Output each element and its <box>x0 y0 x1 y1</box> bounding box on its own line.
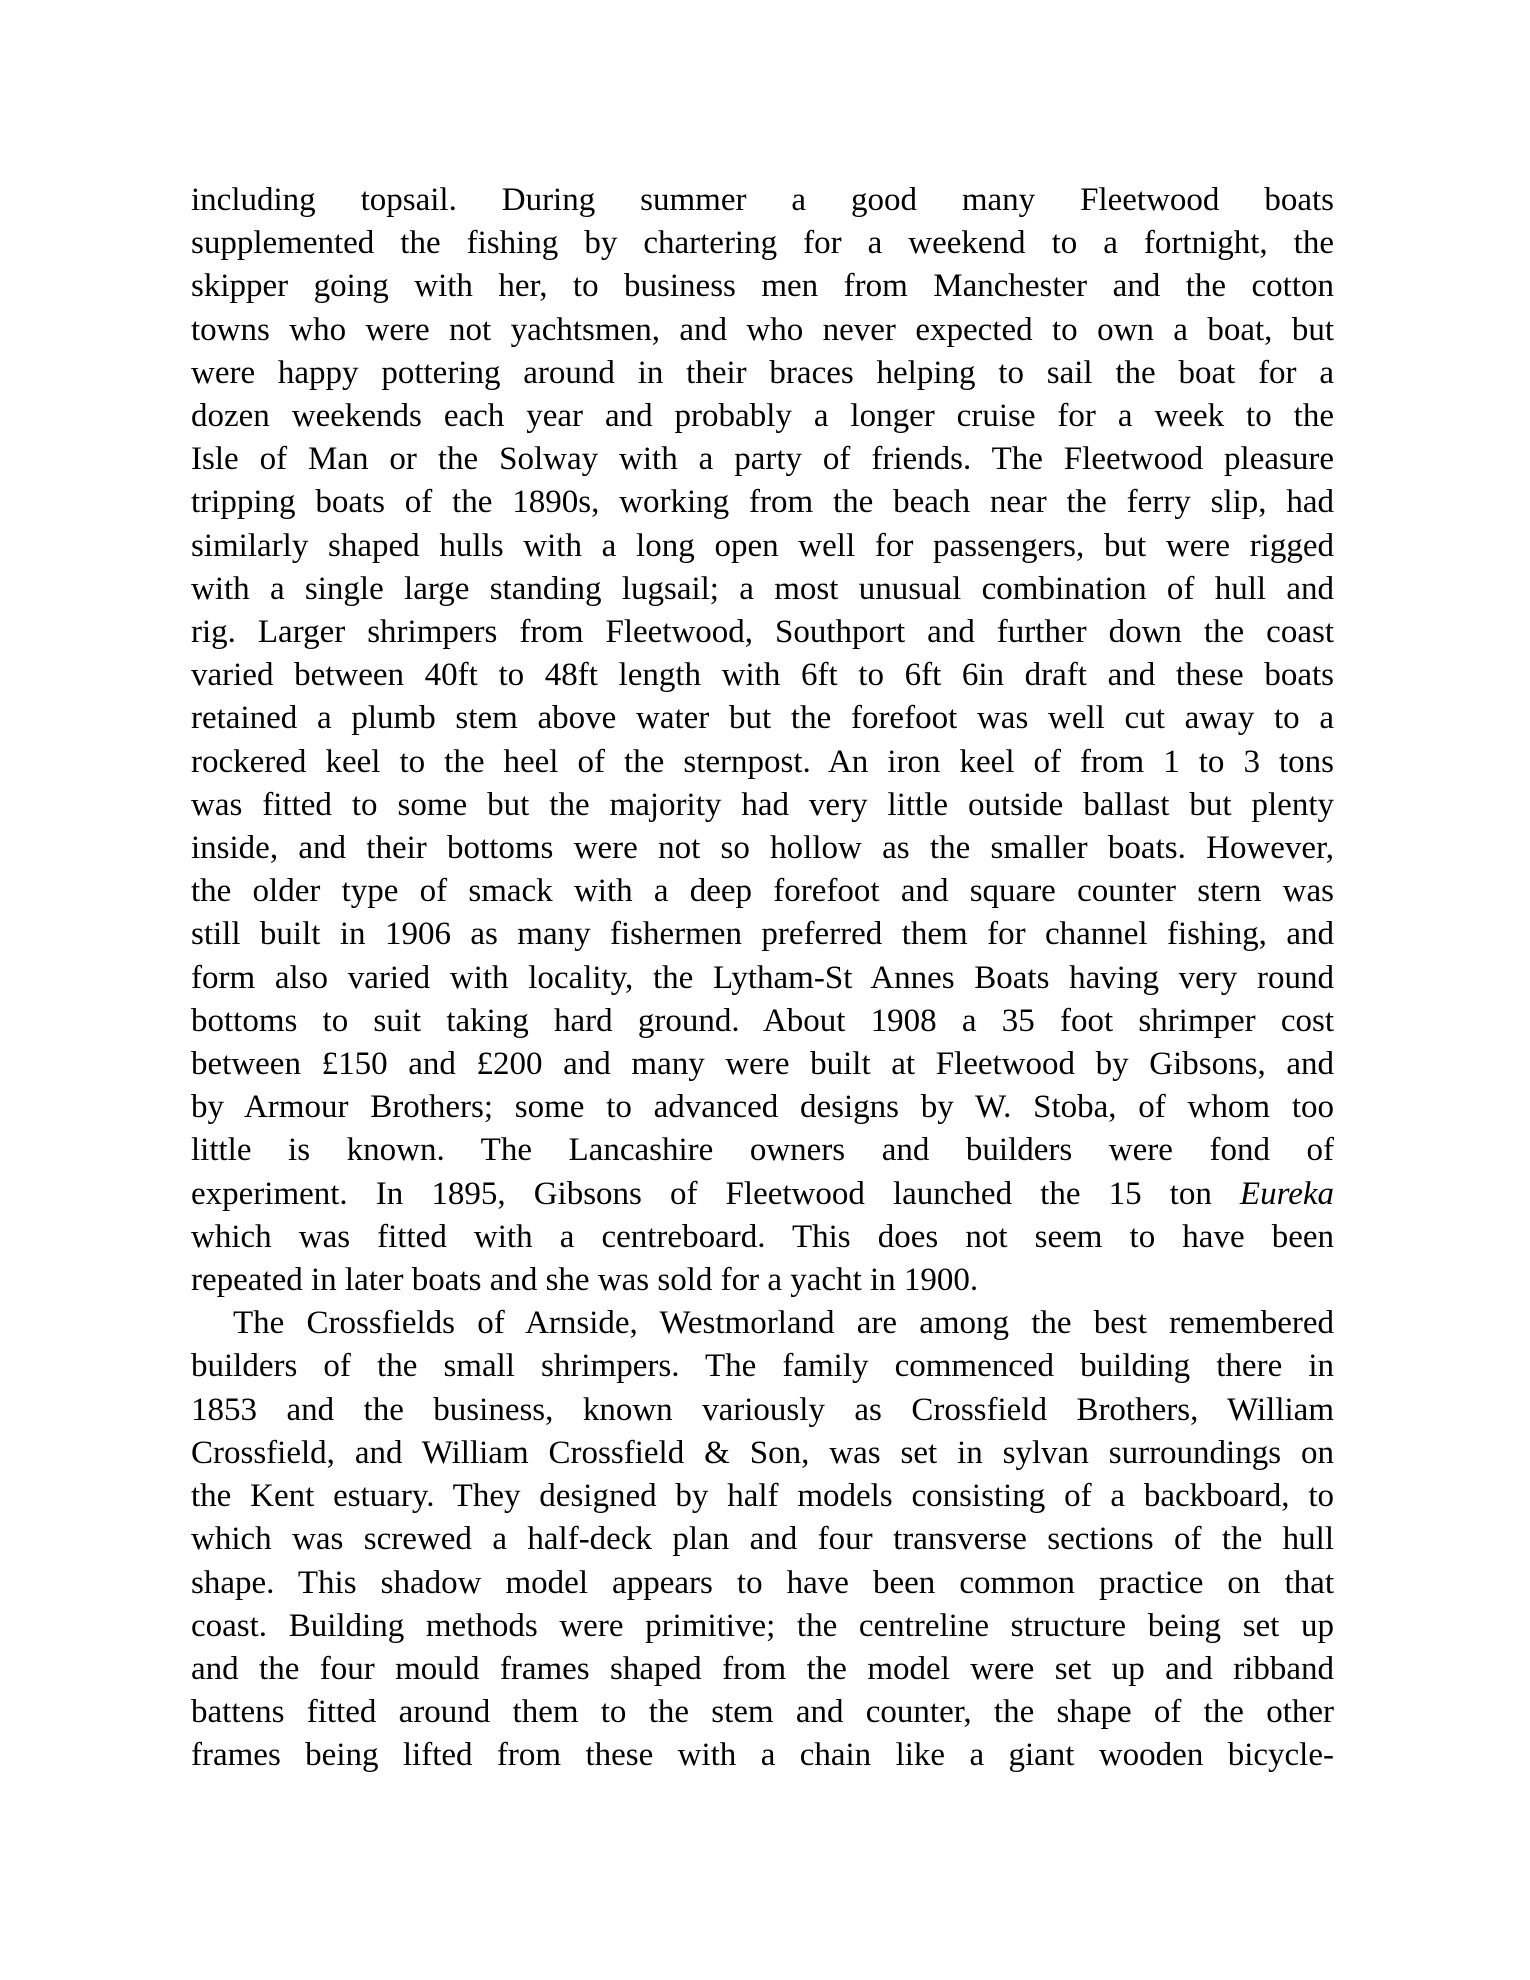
text-line: repeated in later boats and she was sold for a yacht in 1900. <box>191 1262 979 1299</box>
text-line: the Kent estuary. They designed by half models consisting of a backboard, to <box>191 1478 1334 1515</box>
text-line: 1853 and the business, known variously as Crossfield Brothers, William <box>191 1391 1334 1428</box>
text-line: form also varied with locality, the Lytham-St Annes Boats having very round <box>191 959 1334 996</box>
text-line: retained a plumb stem above water but the forefoot was well cut away to a <box>191 700 1334 737</box>
text-line <box>191 1173 1334 1216</box>
text-line: including topsail. During summer a good many Fleetwood boats <box>191 182 1334 218</box>
text-line: between £150 and £200 and many were built at Fleetwood by Gibsons, and <box>191 1046 1334 1083</box>
text-line: tripping boats of the 1890s, working from the beach near the ferry slip, had <box>191 484 1334 521</box>
text-line: frames being lifted from these with a chain like a giant wooden bicycle- <box>191 1737 1334 1774</box>
text-line: towns who were not yachtsmen, and who never expected to own a boat, but <box>191 311 1334 348</box>
text-segment: experiment. In 1895, Gibsons of Fleetwood launched the 15 ton <box>191 1175 1240 1212</box>
text-line: the older type of smack with a deep forefoot and square counter stern was <box>191 873 1334 910</box>
text-line: shape. This shadow model appears to have been common practice on that <box>191 1564 1334 1601</box>
vessel-name-italic: Eureka <box>1239 1175 1334 1212</box>
text-line: with a single large standing lugsail; a most unusual combination of hull and <box>191 570 1334 607</box>
text-line: still built in 1906 as many fishermen preferred them for channel fishing, and <box>191 916 1334 953</box>
text-line: supplemented the fishing by chartering for a weekend to a fortnight, the <box>191 225 1334 262</box>
text-line: inside, and their bottoms were not so hollow as the smaller boats. However, <box>191 830 1334 867</box>
text-line: The Crossfields of Arnside, Westmorland are among the best remembered <box>233 1305 1334 1342</box>
text-line: were happy pottering around in their braces helping to sail the boat for a <box>191 354 1334 391</box>
text-line: Isle of Man or the Solway with a party of friends. The Fleetwood pleasure <box>191 441 1334 478</box>
text-line: bottoms to suit taking hard ground. About 1908 a 35 foot shrimper cost <box>191 1002 1334 1039</box>
text-block <box>191 179 1334 1778</box>
text-line: was fitted to some but the majority had very little outside ballast but plenty <box>191 786 1334 823</box>
text-line: little is known. The Lancashire owners and builders were fond of <box>191 1132 1334 1169</box>
text-line: battens fitted around them to the stem and counter, the shape of the other <box>191 1694 1334 1731</box>
text-line: rockered keel to the heel of the sternpost. An iron keel of from 1 to 3 tons <box>191 743 1334 780</box>
text-line: similarly shaped hulls with a long open well for passengers, but were rigged <box>191 527 1334 564</box>
text-line: dozen weekends each year and probably a longer cruise for a week to the <box>191 398 1334 435</box>
text-line: varied between 40ft to 48ft length with 6ft to 6ft 6in draft and these boats <box>191 657 1334 694</box>
text-line: which was screwed a half-deck plan and four transverse sections of the hull <box>191 1521 1334 1558</box>
text-line: coast. Building methods were primitive; the centreline structure being set up <box>191 1607 1334 1644</box>
text-line: builders of the small shrimpers. The family commenced building there in <box>191 1348 1334 1385</box>
text-line: rig. Larger shrimpers from Fleetwood, Southport and further down the coast <box>191 614 1334 651</box>
text-line: and the four mould frames shaped from the model were set up and ribband <box>191 1650 1334 1687</box>
text-line: which was fitted with a centreboard. This does not seem to have been <box>191 1218 1334 1255</box>
text-line: by Armour Brothers; some to advanced designs by W. Stoba, of whom too <box>191 1089 1334 1126</box>
text-line: skipper going with her, to business men from Manchester and the cotton <box>191 268 1334 305</box>
text-line: Crossfield, and William Crossfield & Son, was set in sylvan surroundings on <box>191 1434 1334 1471</box>
